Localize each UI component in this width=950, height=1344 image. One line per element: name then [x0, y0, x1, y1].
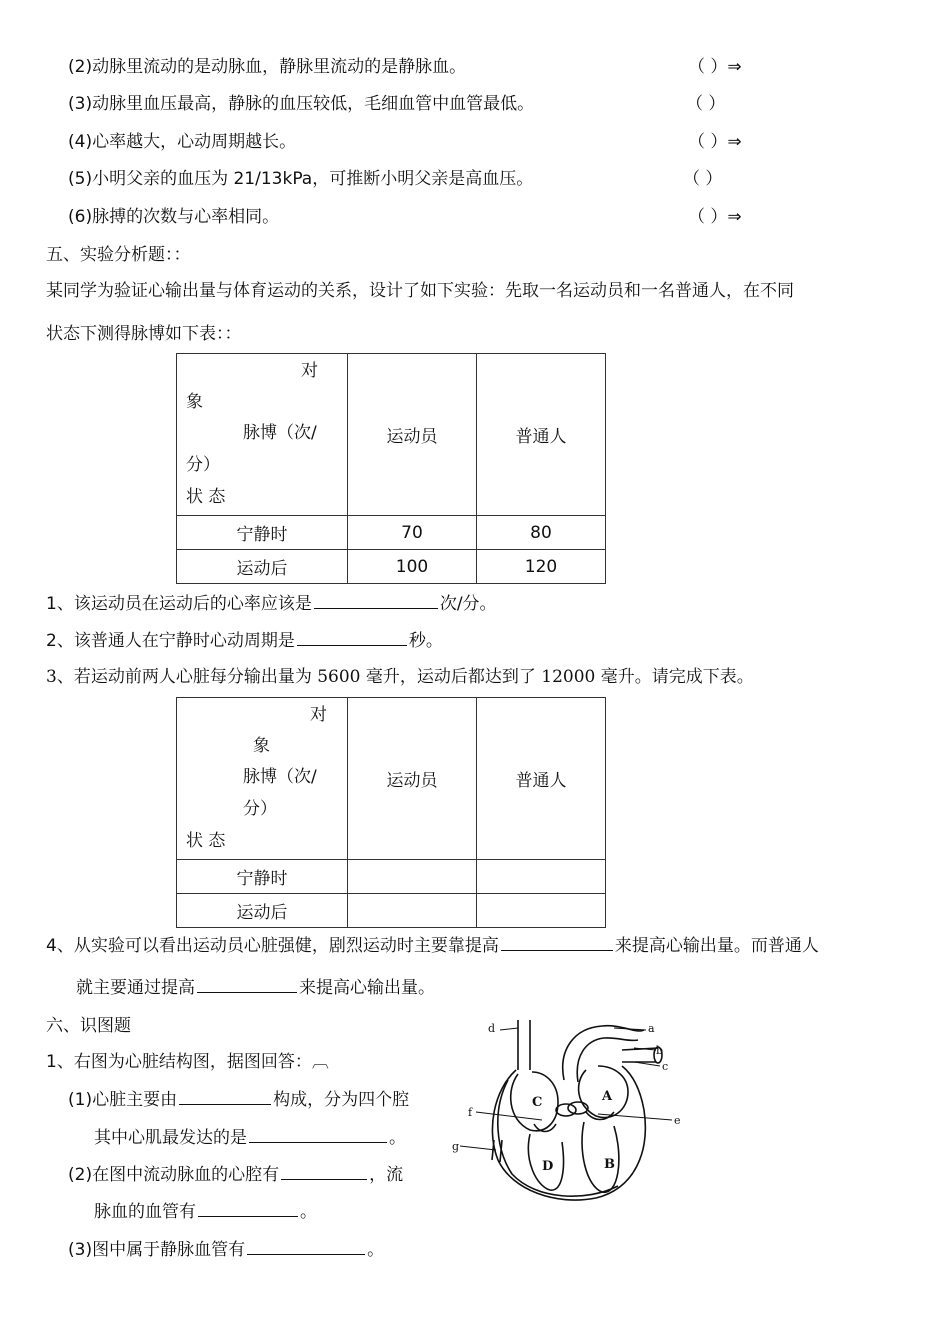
- figure-sub-2b: [94, 1197, 317, 1222]
- heart-label-g: g: [452, 1140, 460, 1153]
- heart-outline: [492, 1020, 662, 1200]
- header-dui: 对: [310, 705, 327, 725]
- heart-label-b: b: [656, 1044, 664, 1057]
- answer-blank-s2b[interactable]: [198, 1198, 298, 1217]
- column-header-ordinary: 普通人: [477, 354, 606, 516]
- header-maibo: 脉博（次/: [243, 423, 317, 443]
- table-row: [177, 894, 606, 928]
- cell-value: 70: [348, 516, 477, 550]
- sub-3-text: (3)图中属于静脉血管有: [68, 1240, 246, 1260]
- sub-3-end: 。: [367, 1240, 385, 1260]
- judge-item-3: (3)动脉里血压最高，静脉的血压较低，毛细血管中血管最低。: [68, 94, 535, 114]
- row-label: 运动后: [177, 894, 348, 928]
- heart-diagram: [446, 1010, 686, 1210]
- question-2-unit: 秒。: [408, 631, 443, 651]
- header-fen: 分）: [186, 455, 220, 475]
- heart-label-f: f: [468, 1106, 473, 1119]
- column-header-athlete: 运动员: [348, 354, 477, 516]
- sub-2-text: (2)在图中流动脉血的心腔有: [68, 1165, 280, 1185]
- header-fen: 分）: [243, 799, 277, 819]
- question-2: [46, 626, 443, 651]
- sub-2b-end: 。: [300, 1202, 317, 1222]
- section-5-title: 五、实验分析题：：: [46, 245, 191, 265]
- table-row: [177, 516, 606, 550]
- header-xiang: 象: [186, 392, 203, 412]
- section-5-intro-line2: 状态下测得脉博如下表：：: [46, 324, 242, 344]
- answer-cell[interactable]: [477, 860, 606, 894]
- column-header-ordinary: 普通人: [477, 698, 606, 860]
- header-dui: 对: [301, 361, 318, 381]
- answer-blank-4a[interactable]: [501, 932, 613, 951]
- judge-item-5: (5)小明父亲的血压为 21/13kPa，可推断小明父亲是高血压。: [68, 169, 534, 189]
- answer-cell[interactable]: [348, 860, 477, 894]
- table-row: [177, 860, 606, 894]
- question-4-text-end: 来提高心输出量。: [299, 978, 435, 998]
- answer-blank-4b[interactable]: [197, 974, 297, 993]
- row-label: 宁静时: [177, 860, 348, 894]
- sub-2-text-end: ，流: [369, 1165, 404, 1185]
- heart-label-D: D: [542, 1159, 554, 1174]
- header-state: 状 态: [186, 831, 226, 851]
- question-4-text-2: 就主要通过提高: [76, 978, 195, 998]
- answer-blank-1[interactable]: [314, 590, 438, 609]
- heart-label-a: a: [648, 1022, 655, 1035]
- answer-paren-6[interactable]: （ ）⇒: [688, 207, 742, 227]
- figure-sub-1b: [94, 1123, 406, 1148]
- cell-value: 100: [348, 550, 477, 584]
- question-4-line2: [76, 973, 435, 998]
- section-5-intro-line1: 某同学为验证心输出量与体育运动的关系，设计了如下实验：先取一名运动员和一名普通人，在不同: [46, 281, 794, 301]
- heart-label-e: e: [674, 1114, 681, 1127]
- row-label: 运动后: [177, 550, 348, 584]
- cell-value: 80: [477, 516, 606, 550]
- question-1-text: 1、该运动员在运动后的心率应该是: [46, 594, 312, 614]
- row-label: 宁静时: [177, 516, 348, 550]
- sub-1-text: (1)心脏主要由: [68, 1090, 178, 1110]
- figure-sub-1: [68, 1085, 409, 1110]
- question-3: 3、若运动前两人心脏每分输出量为 5600 毫升，运动后都达到了 12000 毫升。请完成下表。: [46, 667, 754, 687]
- question-2-text: 2、该普通人在宁静时心动周期是: [46, 631, 295, 651]
- answer-cell[interactable]: [477, 894, 606, 928]
- judge-item-6: (6)脉搏的次数与心率相同。: [68, 207, 280, 227]
- header-state: 状 态: [186, 487, 226, 507]
- answer-cell[interactable]: [348, 894, 477, 928]
- cell-value: 120: [477, 550, 606, 584]
- answer-paren-4[interactable]: （ ）⇒: [688, 132, 742, 152]
- heart-label-c: c: [662, 1060, 669, 1073]
- answer-paren-5[interactable]: （ ）: [683, 169, 723, 189]
- table-diagonal-header: [177, 698, 348, 860]
- sub-1-text-end: 构成，分为四个腔: [273, 1090, 410, 1110]
- judge-item-4: (4)心率越大，心动周期越长。: [68, 132, 297, 152]
- answer-paren-3[interactable]: （ ）: [686, 94, 726, 114]
- answer-blank-s3[interactable]: [247, 1236, 365, 1255]
- figure-sub-3: [68, 1235, 384, 1260]
- table-diagonal-header: [177, 354, 348, 516]
- sub-2b-text: 脉血的血管有: [94, 1202, 196, 1222]
- question-4-text-mid: 来提高心输出量。而普通人: [614, 936, 819, 956]
- heart-label-B: B: [604, 1157, 615, 1172]
- sub-1b-end: 。: [389, 1128, 406, 1148]
- question-4-text: 4、从实验可以看出运动员心脏强健，剧烈运动时主要靠提高: [46, 936, 499, 956]
- column-header-athlete: 运动员: [348, 698, 477, 860]
- answer-blank-s1[interactable]: [179, 1086, 271, 1105]
- section-6-title: 六、识图题: [46, 1016, 131, 1036]
- figure-question-1: 1、右图为心脏结构图，据图回答：︹: [46, 1052, 329, 1072]
- answer-paren-2[interactable]: （ ）⇒: [688, 57, 742, 77]
- table-row: [177, 550, 606, 584]
- output-table: [176, 697, 606, 928]
- answer-blank-s2[interactable]: [281, 1161, 367, 1180]
- heart-label-A: A: [602, 1089, 613, 1104]
- figure-sub-2: [68, 1160, 403, 1185]
- sub-1b-text: 其中心肌最发达的是: [94, 1128, 247, 1148]
- question-4: [46, 931, 819, 956]
- question-1: [46, 589, 497, 614]
- answer-blank-s1b[interactable]: [249, 1124, 387, 1143]
- answer-blank-2[interactable]: [297, 627, 407, 646]
- judge-item-2: (2)动脉里流动的是动脉血，静脉里流动的是静脉血。: [68, 57, 467, 77]
- question-1-unit: 次/分。: [439, 594, 497, 614]
- pulse-table: [176, 353, 606, 584]
- heart-label-C: C: [532, 1095, 543, 1110]
- heart-label-d: d: [488, 1022, 496, 1035]
- header-xiang: 象: [253, 736, 270, 756]
- header-maibo: 脉博（次/: [243, 767, 317, 787]
